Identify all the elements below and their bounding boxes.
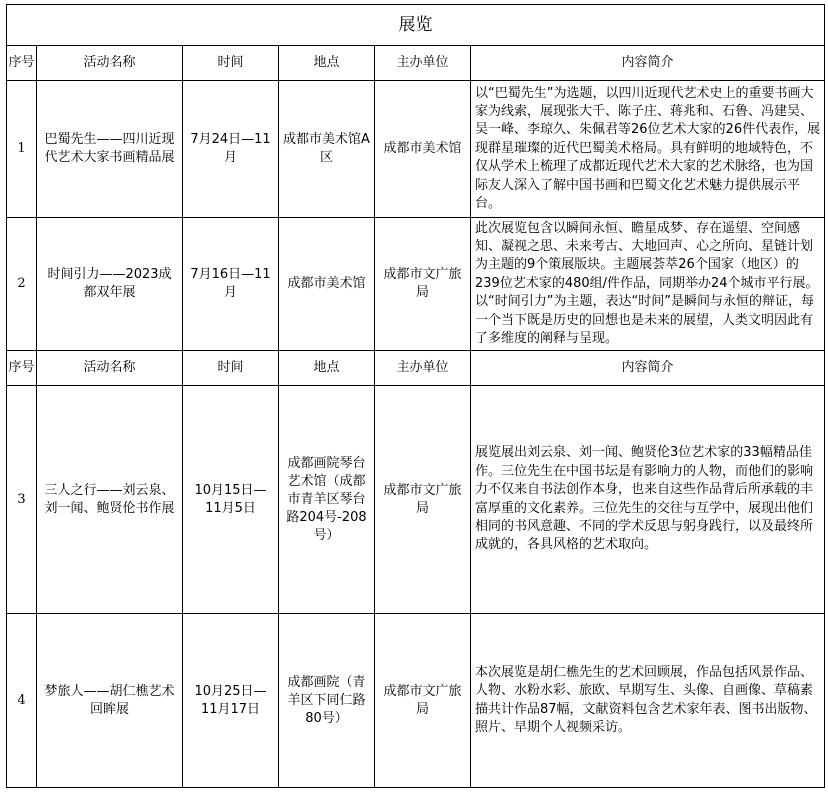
header-name: 活动名称 [37, 351, 183, 386]
header-no: 序号 [7, 351, 37, 386]
header-no: 序号 [7, 46, 37, 81]
header-intro: 内容简介 [471, 351, 825, 386]
table-row [7, 614, 825, 788]
row-number: 4 [7, 614, 37, 788]
activity-organizer: 成都市文广旅局 [383, 482, 462, 516]
activity-time: 7月16日—11月 [190, 267, 271, 300]
activity-venue: 成都市美术馆 [287, 276, 366, 291]
activity-name: 三人之行——刘云泉、刘一闻、鲍贤伦书作展 [44, 482, 175, 516]
activity-intro: 展览展出刘云泉、刘一闻、鲍贤伦3位艺术家的33幅精品佳作。三位先生在中国书坛是有影响力的人物，而他们的影响力不仅来自书法创作本身，也来自这些作品背后所承载的丰富厚重的文化素养。三位先生的交往与互学中，展现出他们相同的书风意趣、不同的学术反思与躬身践行，以及最终所成就的，各具风格的艺术取向。 [471, 386, 825, 614]
table-row [7, 218, 825, 351]
activity-intro: 以“巴蜀先生”为选题，以四川近现代艺术史上的重要书画大家为线索，展现张大千、陈子庄、蒋兆和、石鲁、冯建吴、吴一峰、李琼久、朱佩君等26位艺术大家的26件代表作，展现群星璀璨的近代巴蜀美术格局。具有鲜明的地域特色，不仅从学术上梳理了成都近现代艺术大家的艺术脉络，也为国际友人深入了解中国书画和巴蜀文化艺术魅力提供展示平台。 [471, 81, 825, 218]
activity-time: 10月25日—11月17日 [194, 683, 267, 717]
activity-organizer: 成都市文广旅局 [383, 267, 462, 300]
activity-intro: 本次展览是胡仁樵先生的艺术回顾展，作品包括风景作品、人物、水粉水彩、旅欧、早期写生、头像、自画像、草稿素描共计作品87幅，文献资料包含艺术家年表、图书出版物、照片、早期个人视频采访。 [471, 614, 825, 788]
activity-name: 巴蜀先生——四川近现代艺术大家书画精品展 [44, 132, 175, 165]
activity-venue: 成都市美术馆A区 [283, 132, 370, 165]
activity-name: 时间引力——2023成都双年展 [47, 267, 172, 300]
activity-time: 7月24日—11月 [190, 132, 271, 165]
activity-organizer: 成都市美术馆 [383, 141, 462, 156]
activity-organizer: 成都市文广旅局 [383, 683, 462, 717]
header-row [7, 351, 825, 386]
table-row [7, 81, 825, 218]
header-row [7, 46, 825, 81]
row-number: 2 [7, 218, 37, 351]
row-number: 3 [7, 386, 37, 614]
header-organizer: 主办单位 [375, 46, 471, 81]
header-time: 时间 [183, 351, 279, 386]
activity-venue: 成都画院（青羊区下同仁路80号） [287, 674, 366, 726]
header-venue: 地点 [279, 46, 375, 81]
header-venue: 地点 [279, 351, 375, 386]
activity-venue: 成都画院琴台艺术馆（成都市青羊区琴台路204号-208号） [286, 455, 367, 543]
activity-intro: 此次展览包含以瞬间永恒、瞻星成梦、存在遥望、空间感知、凝视之思、未来考古、大地回声、心之所向、星链计划为主题的9个策展版块。主题展荟萃26个国家（地区）的239位艺术家的480组/件作品，同期举办24个城市平行展。以“时间引力”为主题，表达“时间”是瞬间与永恒的辩证，每一个当下既是历史的回想也是未来的展望，人类文明因此有了多维度的阐释与呈现。 [471, 218, 825, 351]
header-name: 活动名称 [37, 46, 183, 81]
exhibition-table [6, 4, 825, 788]
activity-name: 梦旅人——胡仁樵艺术回眸展 [44, 683, 175, 717]
header-time: 时间 [183, 46, 279, 81]
row-number: 1 [7, 81, 37, 218]
header-intro: 内容简介 [471, 46, 825, 81]
table-row [7, 386, 825, 614]
activity-time: 10月15日—11月5日 [194, 482, 267, 516]
table-title: 展览 [7, 5, 825, 46]
header-organizer: 主办单位 [375, 351, 471, 386]
